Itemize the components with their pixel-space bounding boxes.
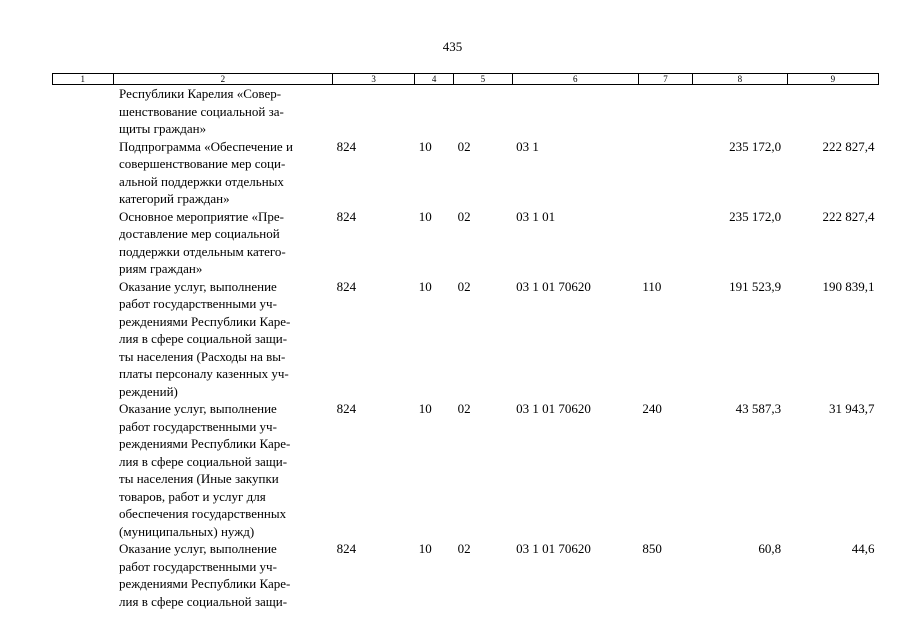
item-name-line: Оказание услуг, выполнение — [119, 401, 277, 416]
item-name-line: обеспечения государственных — [119, 506, 287, 521]
item-name-line: альной поддержки отдельных — [119, 173, 284, 189]
section-code-cell — [415, 85, 454, 138]
item-name-line: щиты граждан» — [119, 121, 207, 136]
item-name-line: Оказание услуг, выполнение — [119, 541, 277, 556]
item-name-line: лия в сфере социальной защи- — [119, 331, 288, 346]
amount-year2-cell: 222 827,4 — [822, 208, 875, 224]
section-code-cell: 10 — [418, 401, 432, 416]
ministry-code-cell: 824 — [336, 208, 357, 224]
amount-year1-cell: 43 587,3 — [735, 401, 782, 416]
column-number: 8 — [693, 74, 787, 85]
item-name-line: риям граждан» — [119, 261, 203, 276]
item-name-line: платы персоналу казенных уч- — [119, 366, 289, 381]
column-number-row — [53, 74, 879, 85]
table-row — [53, 138, 879, 208]
target-article-cell — [512, 85, 638, 138]
subsection-code-cell: 02 — [457, 208, 471, 224]
item-name-line: лия в сфере социальной защи- — [119, 593, 288, 609]
table-row — [53, 278, 879, 401]
expense-type-cell: 240 — [642, 401, 662, 416]
item-name-line: доставление мер социальной — [119, 226, 280, 241]
expense-type-cell — [638, 138, 692, 208]
subsection-code-cell: 02 — [457, 138, 471, 154]
item-name-line: лия в сфере социальной защи- — [119, 453, 288, 469]
target-article-cell: 03 1 — [516, 138, 539, 154]
row-index-cell — [53, 85, 114, 138]
ministry-code-cell — [333, 85, 415, 138]
row-index-cell — [53, 540, 114, 610]
expense-type-cell: 110 — [642, 278, 662, 294]
item-name-line: поддержки отдельным катего- — [119, 243, 286, 259]
item-name-line: товаров, работ и услуг для — [119, 488, 266, 504]
amount-year1-cell: 235 172,0 — [729, 208, 782, 224]
item-name-line: реждениями Республики Каре- — [119, 313, 291, 329]
target-article-cell: 03 1 01 — [516, 208, 556, 224]
column-number: 3 — [333, 74, 415, 85]
amount-year1-cell: 191 523,9 — [729, 278, 782, 294]
budget-table — [52, 73, 879, 610]
item-name-line: Основное мероприятие «Пре- — [119, 208, 284, 224]
column-number: 7 — [638, 74, 692, 85]
expense-type-cell — [638, 208, 692, 278]
column-number: 4 — [415, 74, 454, 85]
table-row — [53, 540, 879, 610]
amount-year2-cell: 31 943,7 — [829, 401, 875, 416]
table-row — [53, 208, 879, 278]
ministry-code-cell: 824 — [336, 138, 357, 154]
column-number: 2 — [113, 74, 333, 85]
item-name-line: Республики Карелия «Совер- — [119, 86, 282, 101]
table-body — [53, 85, 879, 611]
amount-year1-cell: 235 172,0 — [729, 138, 782, 154]
item-name-line: совершенствование мер соци- — [119, 156, 286, 171]
target-article-cell: 03 1 01 70620 — [516, 278, 591, 294]
item-name-cell — [113, 278, 333, 401]
amount-year2-cell: 190 839,1 — [822, 278, 875, 294]
amount-year2-cell: 222 827,4 — [822, 138, 875, 154]
ministry-code-cell: 824 — [336, 278, 357, 294]
row-index-cell — [53, 400, 114, 540]
section-code-cell: 10 — [418, 278, 432, 294]
item-name-cell — [113, 208, 333, 278]
subsection-code-cell: 02 — [457, 401, 471, 416]
amount-year2-cell: 44,6 — [851, 541, 875, 556]
item-name-line: работ государственными уч- — [119, 418, 277, 434]
column-number: 6 — [512, 74, 638, 85]
ministry-code-cell: 824 — [336, 541, 357, 556]
item-name-line: работ государственными уч- — [119, 558, 277, 574]
item-name-line: шенствование социальной за- — [119, 103, 284, 119]
amount-year2-cell — [787, 85, 878, 138]
item-name-line: ты населения (Иные закупки — [119, 471, 279, 486]
item-name-cell — [113, 540, 333, 610]
row-index-cell — [53, 138, 114, 208]
item-name-cell — [113, 138, 333, 208]
item-name-line: (муниципальных) нужд) — [119, 523, 255, 539]
item-name-cell — [113, 85, 333, 138]
section-code-cell: 10 — [418, 138, 432, 154]
item-name-cell — [113, 400, 333, 540]
column-number: 5 — [454, 74, 512, 85]
item-name-line: реждений) — [119, 383, 178, 399]
subsection-code-cell — [454, 85, 512, 138]
subsection-code-cell: 02 — [457, 541, 471, 556]
item-name-line: Оказание услуг, выполнение — [119, 278, 277, 294]
section-code-cell: 10 — [418, 541, 432, 556]
item-name-line: Подпрограмма «Обеспечение и — [119, 138, 293, 154]
page-number: 435 — [442, 39, 463, 54]
ministry-code-cell: 824 — [336, 401, 357, 416]
table-row — [53, 85, 879, 138]
row-index-cell — [53, 208, 114, 278]
expense-type-cell — [638, 85, 692, 138]
item-name-line: реждениями Республики Каре- — [119, 436, 291, 451]
item-name-line: ты населения (Расходы на вы- — [119, 348, 286, 364]
target-article-cell: 03 1 01 70620 — [516, 401, 591, 416]
table-row — [53, 400, 879, 540]
target-article-cell: 03 1 01 70620 — [516, 541, 591, 556]
item-name-line: работ государственными уч- — [119, 296, 277, 311]
row-index-cell — [53, 278, 114, 401]
expense-type-cell: 850 — [642, 541, 662, 556]
amount-year1-cell — [693, 85, 787, 138]
amount-year1-cell: 60,8 — [758, 541, 782, 556]
item-name-line: реждениями Республики Каре- — [119, 576, 291, 591]
section-code-cell: 10 — [418, 208, 432, 224]
subsection-code-cell: 02 — [457, 278, 471, 294]
item-name-line: категорий граждан» — [119, 191, 230, 206]
column-number: 9 — [787, 74, 878, 85]
column-number: 1 — [53, 74, 114, 85]
